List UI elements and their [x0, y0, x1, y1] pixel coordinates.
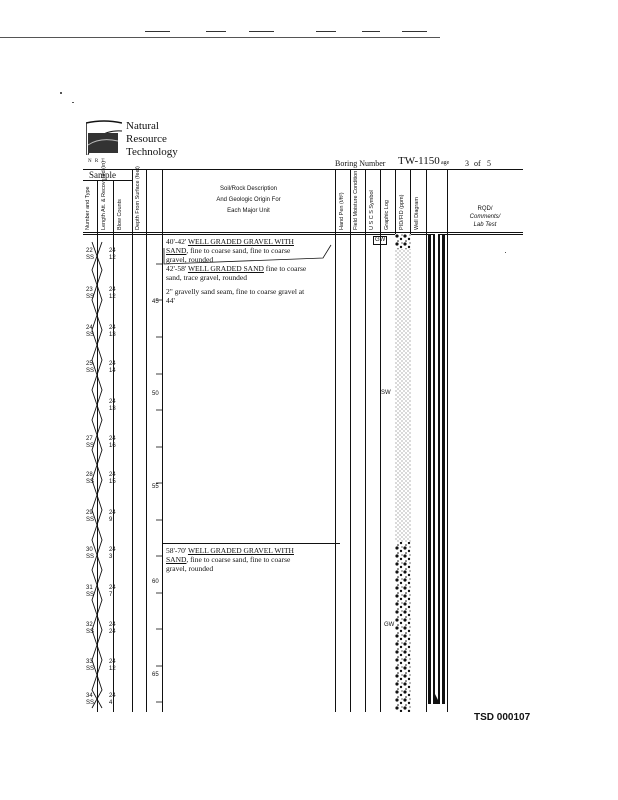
sample-header-border — [83, 180, 132, 181]
sample-24-type: SS — [86, 332, 95, 338]
col-line-6 — [335, 169, 336, 712]
scan-artifact-dash — [402, 31, 427, 32]
scan-artifact-dash — [145, 31, 170, 32]
bates-stamp: TSD 000107 — [474, 712, 531, 723]
depth-label-55: 55 — [152, 484, 159, 490]
sample-33-recovered: 12 — [109, 666, 116, 672]
company-initials: N R T — [88, 159, 106, 164]
sample-23-type: SS — [86, 294, 95, 300]
scan-artifact-dash — [206, 31, 226, 32]
sample-29-num: 29 — [86, 510, 93, 516]
boring-number-label: Boring Number — [335, 159, 386, 168]
table-top-border — [83, 169, 523, 170]
header-desc-line3: Each Major Unit — [227, 208, 270, 214]
sample-22-length: 24 — [109, 248, 116, 254]
desc-unit-1-title: WELL GRADED GRAVEL WITH — [187, 237, 294, 246]
sample-24-length: 24 — [109, 325, 116, 331]
page-suffix: age — [441, 160, 450, 166]
depth-label-65: 65 — [152, 672, 159, 678]
page-current: 3 — [465, 159, 469, 168]
sample-32-recovered: 24 — [109, 629, 116, 635]
desc-unit-1-range: 40'-42' — [166, 237, 187, 246]
sample-33-num: 33 — [86, 659, 93, 665]
unit-boundary-58ft — [162, 543, 340, 544]
sample-25-num: 25 — [86, 361, 93, 367]
desc-unit-1-rest2: gravel, rounded — [166, 255, 214, 264]
logo-mark-icon — [86, 119, 122, 155]
header-desc-line1: Soil/Rock Description — [219, 186, 278, 192]
sample-31-num: 31 — [86, 585, 93, 591]
depth-label-50: 50 — [152, 391, 159, 397]
page-of: of — [474, 159, 481, 168]
desc-unit-4-line1 — [166, 546, 294, 555]
header-number-type: Number and Type — [85, 186, 91, 230]
company-name-line2: Resource — [126, 133, 167, 145]
desc-unit-1-rest1: , fine to coarse sand, fine to coarse — [186, 246, 291, 255]
scan-speck — [60, 92, 62, 94]
sample-32-type: SS — [86, 629, 95, 635]
sample-23-num: 23 — [86, 287, 93, 293]
sample-24-num: 24 — [86, 325, 93, 331]
uscs-gw-bottom: GW — [384, 622, 395, 628]
sample-28-num: 28 — [86, 472, 93, 478]
boring-number-value: TW-1150 — [398, 155, 440, 167]
desc-unit-4-line2 — [166, 555, 290, 564]
company-name-line1: Natural — [126, 120, 159, 132]
header-rqd-line2: Comments/ — [469, 214, 501, 220]
scan-artifact-dash — [316, 31, 336, 32]
sample-29-type: SS — [86, 517, 95, 523]
desc-unit-1-title2: SAND — [166, 246, 187, 255]
header-depth: Depth From Surface (feet) — [135, 166, 141, 230]
sample-23-length: 24 — [109, 287, 116, 293]
desc-unit-4-range: 58'-70' — [166, 546, 187, 555]
header-rqd-line3: Lab Test — [473, 222, 497, 228]
desc-unit-2-line1 — [166, 264, 306, 273]
desc-unit-2-rest2: sand, trace gravel, rounded — [166, 273, 248, 282]
company-name-line3: Technology — [126, 146, 178, 158]
sample-24-recovered: 13 — [109, 332, 116, 338]
header-blow-counts: Blow Counts — [117, 199, 123, 230]
sample-34-num: 34 — [86, 693, 93, 699]
col-line-7 — [350, 169, 351, 712]
header-graphic-log: Graphic Log — [384, 200, 390, 230]
header-rqd-line1: RQD/ — [477, 206, 493, 212]
sample-31-type: SS — [86, 592, 95, 598]
col-line-8 — [365, 169, 366, 712]
sample-31-recovered: 7 — [109, 592, 113, 598]
desc-unit-4-rest1: , fine to coarse sand, fine to coarse — [186, 555, 291, 564]
scan-speck — [72, 102, 74, 103]
sample-32-num: 32 — [86, 622, 93, 628]
depth-label-60: 60 — [152, 579, 159, 585]
page-total: 5 — [487, 159, 491, 168]
sample-23-recovered: 12 — [109, 294, 116, 300]
sample-28-type: SS — [86, 479, 95, 485]
desc-unit-4-title2: SAND — [166, 555, 187, 564]
col-line-3 — [132, 169, 133, 712]
sample-27-type: SS — [86, 443, 95, 449]
sample-33-length: 24 — [109, 659, 116, 665]
col-line-9 — [380, 169, 381, 712]
header-well-diagram: Well Diagram — [414, 197, 420, 230]
sample-34-type: SS — [86, 700, 95, 706]
sample-34-recovered: 4 — [109, 700, 113, 706]
sample-25-type: SS — [86, 368, 95, 374]
desc-note-line2: 44' — [166, 296, 175, 305]
col-line-13 — [447, 169, 448, 712]
sample-26-length: 24 — [109, 399, 116, 405]
company-logo — [86, 119, 122, 155]
header-pid-fid: PID/FID (ppm) — [399, 194, 405, 230]
sample-30-length: 24 — [109, 547, 116, 553]
uscs-sw: SW — [381, 390, 391, 396]
desc-unit-1-bracket — [163, 244, 335, 266]
sample-27-length: 24 — [109, 436, 116, 442]
sample-28-length: 24 — [109, 472, 116, 478]
desc-unit-2-range: 42'-58' — [166, 264, 187, 273]
desc-note-line1: 2" gravelly sand seam, fine to coarse gravel at — [166, 287, 305, 296]
sample-31-length: 24 — [109, 585, 116, 591]
sample-27-recovered: 16 — [109, 443, 116, 449]
sample-25-length: 24 — [109, 361, 116, 367]
sample-30-type: SS — [86, 554, 95, 560]
sample-30-recovered: 3 — [109, 554, 113, 560]
scan-artifact-dash — [362, 31, 380, 32]
sample-25-recovered: 14 — [109, 368, 116, 374]
desc-unit-4-title: WELL GRADED GRAVEL WITH — [187, 546, 294, 555]
sample-33-type: SS — [86, 666, 95, 672]
depth-label-45: 45 — [152, 299, 159, 305]
header-length-recovered: Length Att. & Recovered (in) — [101, 160, 107, 230]
sample-22-num: 22 — [86, 248, 93, 254]
desc-unit-2-rest1: fine to coarse — [263, 264, 307, 273]
graphic-log-column — [395, 234, 411, 712]
header-uscs: U S C S Symbol — [369, 190, 375, 230]
scan-speck — [505, 252, 506, 253]
scan-artifact-line — [0, 37, 440, 38]
sample-22-recovered: 12 — [109, 255, 116, 261]
sample-29-recovered: 9 — [109, 517, 113, 523]
scan-artifact-dash — [249, 31, 274, 32]
header-bottom-border — [83, 232, 523, 233]
sample-27-num: 27 — [86, 436, 93, 442]
header-hand-pen: Hand Pen (t/ft²) — [339, 192, 345, 230]
well-diagram — [426, 234, 447, 712]
header-field-moisture: Field Moisture Condition — [353, 170, 359, 230]
desc-unit-4-rest2: gravel, rounded — [166, 564, 214, 573]
sample-30-num: 30 — [86, 547, 93, 553]
desc-unit-2-title: WELL GRADED SAND — [187, 264, 264, 273]
sample-29-length: 24 — [109, 510, 116, 516]
sample-28-recovered: 15 — [109, 479, 116, 485]
sample-26-recovered: 13 — [109, 406, 116, 412]
sample-22-type: SS — [86, 255, 95, 261]
sample-34-length: 24 — [109, 693, 116, 699]
header-desc-line2: And Geologic Origin For — [216, 197, 281, 203]
sample-header: Sample — [89, 170, 116, 180]
sample-32-length: 24 — [109, 622, 116, 628]
uscs-gw-top: GW — [375, 237, 386, 243]
